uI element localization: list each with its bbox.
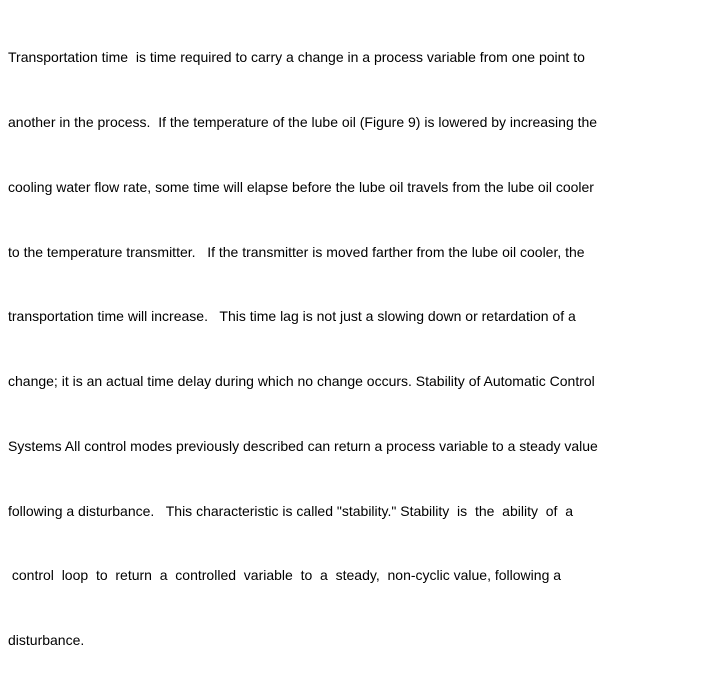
- paragraph-line-9: control loop to return a controlled variable to a steady, non-cyclic value, following a: [8, 567, 562, 584]
- paragraph-line-1: Transportation time is time required to carry a change in a process variable from one point to: [8, 49, 585, 66]
- paragraph-line-3: cooling water flow rate, some time will elapse before the lube oil travels from the lube oil cooler: [8, 178, 594, 195]
- paragraph-line-8: following a disturbance. This characteristic is called "stability." Stability is the ability of a: [8, 502, 573, 519]
- paragraph-line-5: transportation time will increase. This time lag is not just a slowing down or retardation of a: [8, 308, 576, 325]
- paragraph-line-10: disturbance.: [8, 632, 85, 649]
- paragraph-line-7: Systems All control modes previously described can return a process variable to a steady value: [8, 437, 598, 454]
- body-paragraph: [8, 4, 714, 695]
- paragraph-line-2: another in the process. If the temperature of the lube oil (Figure 9) is lowered by increasing the: [8, 113, 598, 130]
- paragraph-line-6: change; it is an actual time delay during which no change occurs. Stability of Automatic Control: [8, 373, 595, 390]
- paragraph-line-4: to the temperature transmitter. If the transmitter is moved farther from the lube oil cooler, the: [8, 243, 585, 260]
